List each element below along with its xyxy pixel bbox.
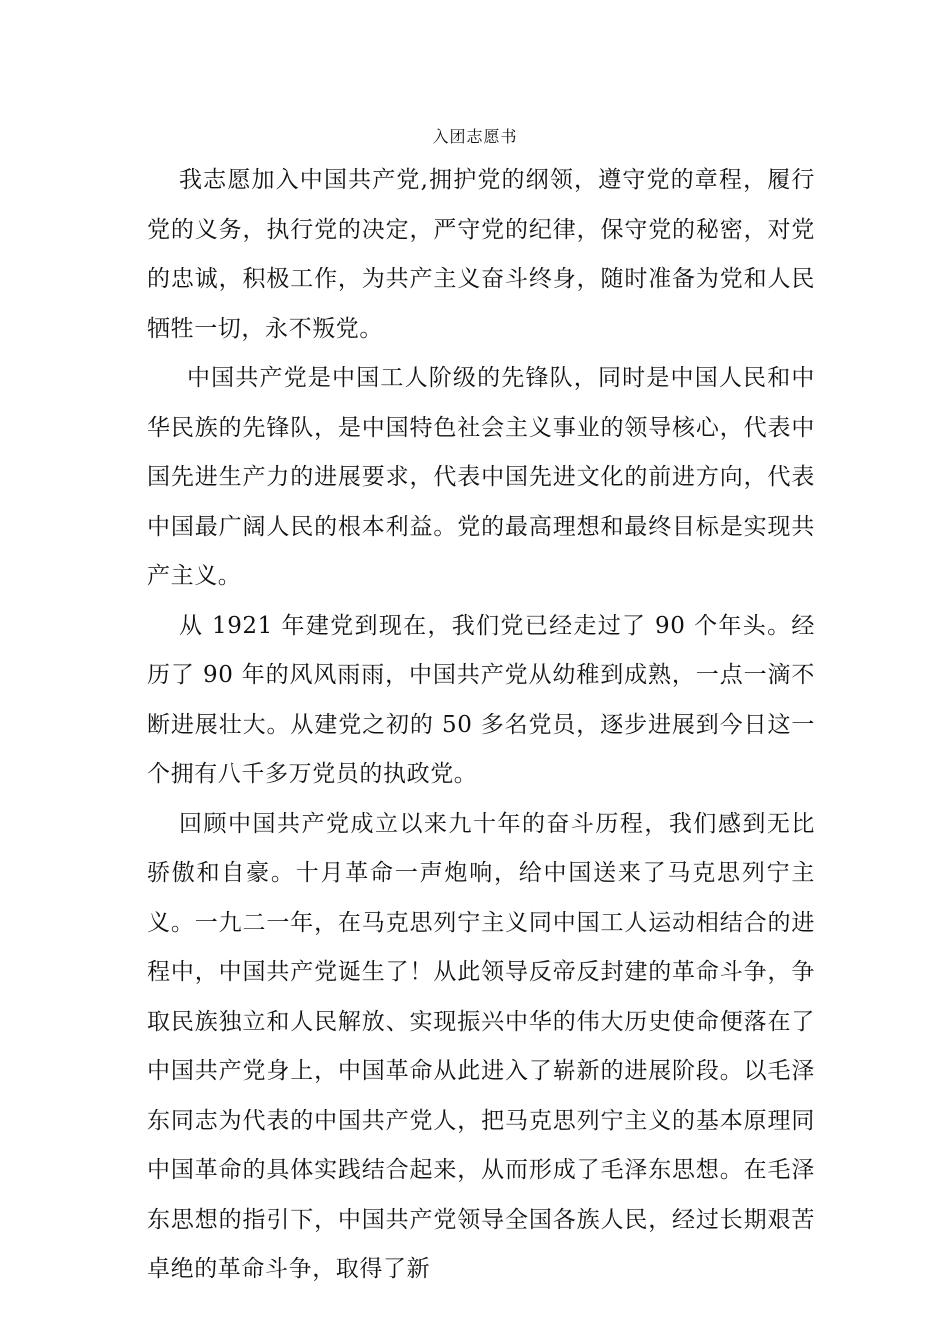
paragraph-3: 从 1921 年建党到现在，我们党已经走过了 90 个年头。经历了 90 年的风风雨雨，中国共产党从幼稚到成熟，一点一滴不断进展壮大。从建党之初的 50 多名党员，逐步进展到今日这一个拥有八千多万党员的执政党。 (147, 612, 815, 787)
paragraph-4: 回顾中国共产党成立以来九十年的奋斗历程，我们感到无比骄傲和自豪。十月革命一声炮响，给中国送来了马克思列宁主义。一九二一年，在马克思列宁主义同中国工人运动相结合的进程中，中国共产党诞生了！从此领导反帝反封建的革命斗争，争取民族独立和人民解放、实现振兴中华的伟大历史使命便落在了中国共产党身上，中国革命从此进入了崭新的进展阶段。以毛泽东同志为代表的中国共产党人，把马克思列宁主义的基本原理同中国革命的具体实践结合起来，从而形成了毛泽东思想。在毛泽东思想的指引下，中国共产党领导全国各族人民，经过长期艰苦卓绝的革命斗争，取得了新 (147, 810, 815, 1282)
paragraph-1: 我志愿加入中国共产党,拥护党的纲领，遵守党的章程，履行党的义务，执行党的决定，严守党的纪律，保守党的秘密，对党的忠诚，积极工作，为共产主义奋斗终身，随时准备为党和人民牺牲一切，永不叛党。 (147, 167, 815, 342)
document-title: 入团志愿书 (432, 127, 518, 146)
document-body (147, 156, 815, 1295)
paragraph-2: 中国共产党是中国工人阶级的先锋队，同时是中国人民和中华民族的先锋队，是中国特色社会主义事业的领导核心，代表中国先进生产力的进展要求，代表中国先进文化的前进方向，代表中国最广阔人民的根本利益。党的最高理想和最终目标是实现共产主义。 (147, 365, 815, 589)
